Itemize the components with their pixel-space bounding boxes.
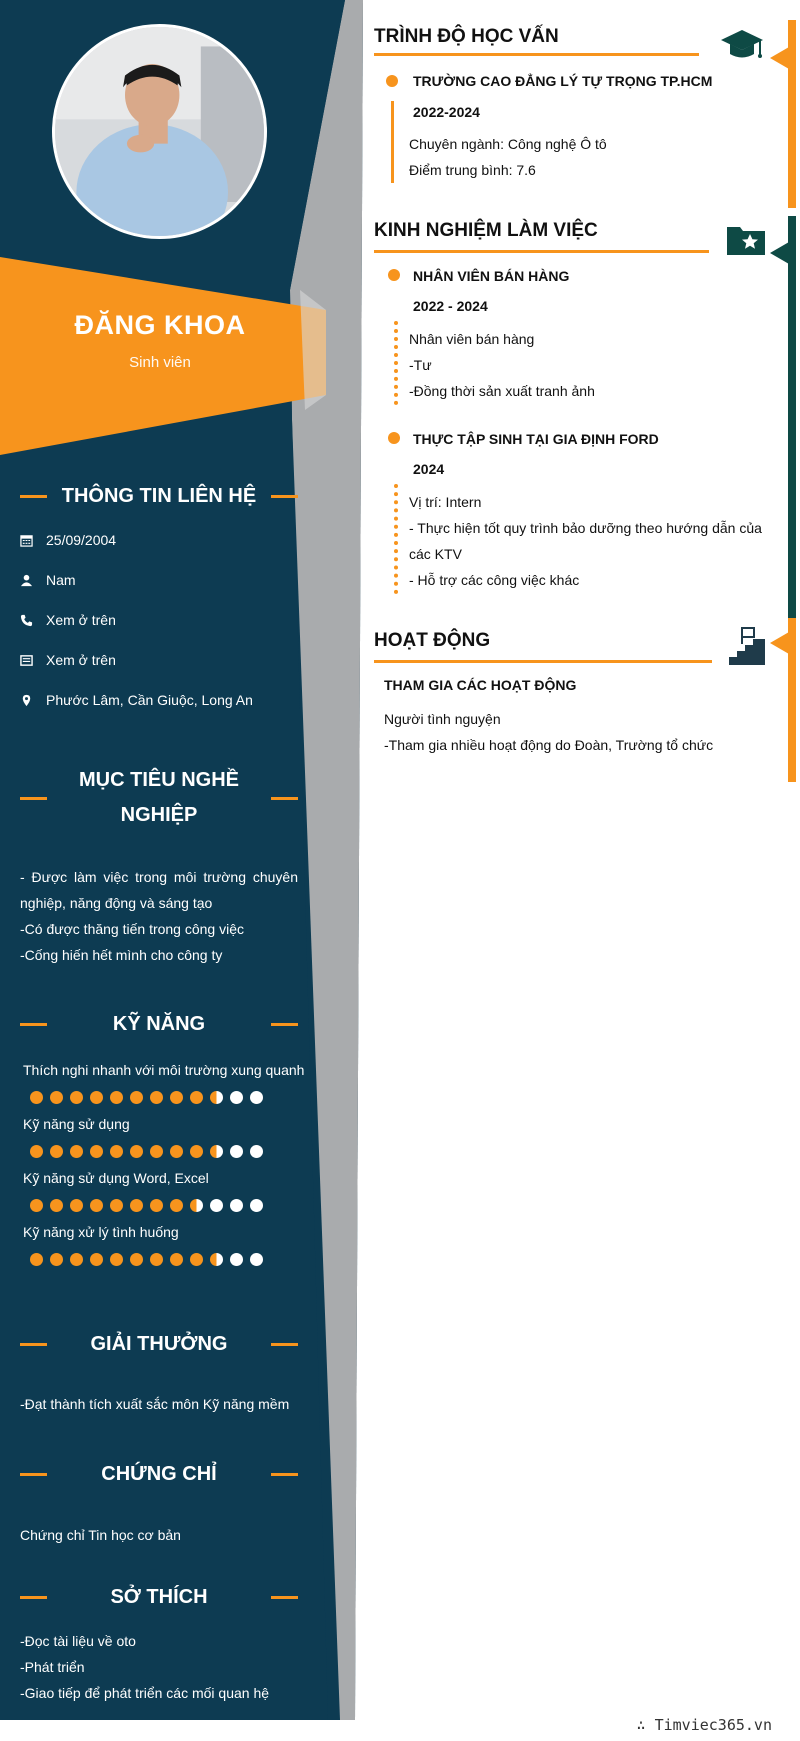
contact-email: [20, 650, 300, 670]
experience-section-title: KINH NGHIỆM LÀM VIỆC: [374, 220, 598, 241]
rating-dot: [230, 1091, 243, 1104]
job-period: 2024: [413, 461, 445, 477]
rating-dot: [110, 1091, 123, 1104]
contact-gender: [20, 570, 300, 590]
education-major: Chuyên ngành: Công nghệ Ô tô: [409, 136, 607, 152]
skill-rating: [30, 1253, 263, 1266]
activities-heading: THAM GIA CÁC HOẠT ĐỘNG: [384, 677, 577, 693]
skill-name: Kỹ năng xử lý tình huống: [23, 1224, 179, 1240]
experience-side-bar: [788, 216, 796, 618]
rating-dot: [130, 1199, 143, 1212]
objective-section-title: [20, 763, 298, 833]
job-period: 2022 - 2024: [413, 298, 488, 314]
experience-marker: [770, 242, 789, 264]
rating-dot: [70, 1145, 83, 1158]
hobby-line: -Đọc tài liệu về oto: [20, 1633, 136, 1649]
rating-dot: [50, 1253, 63, 1266]
title-dash: [20, 1023, 47, 1026]
skill-rating: [30, 1091, 263, 1104]
hobbies-title-text: SỞ THÍCH: [110, 1586, 208, 1608]
certificates-section-title: [20, 1457, 298, 1492]
contact-address: [20, 690, 300, 710]
rating-dot: [250, 1145, 263, 1158]
email-icon: [20, 654, 46, 667]
rating-dot: [250, 1253, 263, 1266]
skill-name: Kỹ năng sử dụng Word, Excel: [23, 1170, 209, 1186]
title-dash: [271, 797, 298, 800]
rating-dot: [150, 1091, 163, 1104]
activities-title-underline: [374, 660, 712, 663]
hobby-line: -Giao tiếp để phát triển các mối quan hệ: [20, 1685, 270, 1701]
profile-role: Sinh viên: [129, 354, 191, 371]
rating-dot: [30, 1091, 43, 1104]
skills-section-title: [20, 1007, 298, 1042]
job-timeline: [394, 321, 398, 405]
rating-dot: [30, 1199, 43, 1212]
job-line: -Tư: [409, 357, 432, 373]
title-dash: [271, 1023, 298, 1026]
rating-dot: [70, 1091, 83, 1104]
calendar-icon: [20, 534, 46, 547]
objective-line: -Có được thăng tiến trong công việc: [20, 921, 245, 937]
rating-dot: [130, 1145, 143, 1158]
graduation-cap-icon: [720, 28, 764, 64]
hobbies-section-title: [20, 1580, 298, 1615]
education-section-title: TRÌNH ĐỘ HỌC VẤN: [374, 26, 559, 47]
avatar: [52, 24, 267, 239]
email-value: Xem ở trên: [46, 652, 116, 668]
job-line: -Đồng thời sản xuất tranh ảnh: [409, 383, 595, 399]
objective-line: - Được làm việc trong môi trường chuyên nghiệp, năng động và sáng tạo: [20, 869, 298, 911]
person-icon: [20, 574, 46, 587]
job-position: THỰC TẬP SINH TẠI GIA ĐỊNH FORD: [413, 431, 659, 447]
hobby-line: -Phát triển: [20, 1659, 85, 1675]
rating-dot: [190, 1091, 203, 1104]
education-marker: [770, 47, 789, 69]
skill-name: Thích nghi nhanh với môi trường xung quanh: [23, 1062, 305, 1078]
experience-title-underline: [374, 250, 709, 253]
rating-dot: [190, 1199, 203, 1212]
rating-dot: [110, 1199, 123, 1212]
title-dash: [271, 1596, 298, 1599]
education-gpa: Điểm trung bình: 7.6: [409, 162, 536, 178]
skill-rating: [30, 1199, 263, 1212]
job-position: NHÂN VIÊN BÁN HÀNG: [413, 268, 570, 284]
education-side-bar: [788, 20, 796, 208]
rating-dot: [50, 1145, 63, 1158]
activities-side-bar: [788, 618, 796, 782]
rating-dot: [170, 1145, 183, 1158]
title-dash: [271, 1343, 298, 1346]
rating-dot: [90, 1145, 103, 1158]
rating-dot: [190, 1253, 203, 1266]
objective-title-line2: NGHIỆP: [120, 804, 198, 826]
education-timeline: [391, 101, 394, 183]
certificates-title-text: CHỨNG CHỈ: [101, 1463, 217, 1485]
awards-title-text: GIẢI THƯỞNG: [90, 1333, 228, 1355]
star-folder-icon: [726, 222, 766, 256]
title-dash: [271, 495, 298, 498]
skills-title-text: KỸ NĂNG: [112, 1013, 206, 1035]
rating-dot: [90, 1199, 103, 1212]
rating-dot: [30, 1253, 43, 1266]
objective-title-line1: MỤC TIÊU NGHỀ: [79, 769, 239, 791]
skill-name: Kỹ năng sử dụng: [23, 1116, 130, 1132]
rating-dot: [170, 1091, 183, 1104]
rating-dot: [30, 1145, 43, 1158]
awards-section-title: [20, 1327, 298, 1362]
contact-section-title: [20, 479, 298, 514]
job-line: Vị trí: Intern: [409, 494, 482, 510]
rating-dot: [230, 1199, 243, 1212]
job-bullet: [388, 269, 400, 281]
rating-dot: [210, 1199, 223, 1212]
rating-dot: [210, 1145, 223, 1158]
rating-dot: [130, 1091, 143, 1104]
address-value: Phước Lâm, Cần Giuộc, Long An: [46, 692, 253, 708]
activity-line: Người tình nguyện: [384, 711, 501, 727]
rating-dot: [250, 1091, 263, 1104]
rating-dot: [170, 1253, 183, 1266]
rating-dot: [170, 1199, 183, 1212]
gender-value: Nam: [46, 572, 76, 588]
job-timeline: [394, 484, 398, 594]
certificates-text: Chứng chỉ Tin học cơ bản: [20, 1527, 181, 1543]
birthday-value: 25/09/2004: [46, 532, 117, 548]
stairs-flag-icon: [728, 626, 766, 666]
objective-line: -Cống hiến hết mình cho công ty: [20, 947, 223, 963]
education-title-underline: [374, 53, 699, 56]
rating-dot: [150, 1145, 163, 1158]
rating-dot: [210, 1091, 223, 1104]
rating-dot: [90, 1091, 103, 1104]
job-line: - Thực hiện tốt quy trình bảo dưỡng theo hướng dẫn của: [409, 520, 762, 536]
education-period: 2022-2024: [413, 104, 480, 120]
skill-rating: [30, 1145, 263, 1158]
title-dash: [271, 1473, 298, 1476]
education-bullet: [386, 75, 398, 87]
objective-title-text: [47, 763, 271, 833]
rating-dot: [150, 1199, 163, 1212]
rating-dot: [130, 1253, 143, 1266]
title-dash: [20, 1343, 47, 1346]
activities-marker: [770, 632, 789, 654]
contact-birthday: [20, 530, 300, 550]
contact-phone: [20, 610, 300, 630]
job-bullet: [388, 432, 400, 444]
footer-brand: ∴ Timviec365.vn: [636, 1716, 772, 1734]
rating-dot: [70, 1199, 83, 1212]
title-dash: [20, 1473, 47, 1476]
contact-title-text: THÔNG TIN LIÊN HỆ: [61, 485, 257, 507]
rating-dot: [70, 1253, 83, 1266]
profile-name: ĐĂNG KHOA: [74, 310, 246, 340]
rating-dot: [110, 1145, 123, 1158]
rating-dot: [190, 1145, 203, 1158]
job-line: - Hỗ trợ các công việc khác: [409, 572, 580, 588]
rating-dot: [150, 1253, 163, 1266]
location-icon: [20, 694, 46, 707]
rating-dot: [50, 1199, 63, 1212]
phone-value: Xem ở trên: [46, 612, 116, 628]
rating-dot: [250, 1199, 263, 1212]
job-line: các KTV: [409, 546, 462, 562]
profile-photo: [55, 27, 264, 236]
rating-dot: [50, 1091, 63, 1104]
phone-icon: [20, 614, 46, 627]
title-dash: [20, 1596, 47, 1599]
education-school: TRƯỜNG CAO ĐẲNG LÝ TỰ TRỌNG TP.HCM: [413, 73, 713, 89]
rating-dot: [230, 1253, 243, 1266]
activity-line: -Tham gia nhiều hoạt động do Đoàn, Trường tổ chức: [384, 737, 714, 753]
rating-dot: [230, 1145, 243, 1158]
rating-dot: [110, 1253, 123, 1266]
job-line: Nhân viên bán hàng: [409, 331, 535, 347]
activities-section-title: HOẠT ĐỘNG: [374, 630, 491, 651]
title-dash: [20, 495, 47, 498]
rating-dot: [210, 1253, 223, 1266]
title-dash: [20, 797, 47, 800]
awards-text: -Đạt thành tích xuất sắc môn Kỹ năng mềm: [20, 1396, 290, 1412]
rating-dot: [90, 1253, 103, 1266]
